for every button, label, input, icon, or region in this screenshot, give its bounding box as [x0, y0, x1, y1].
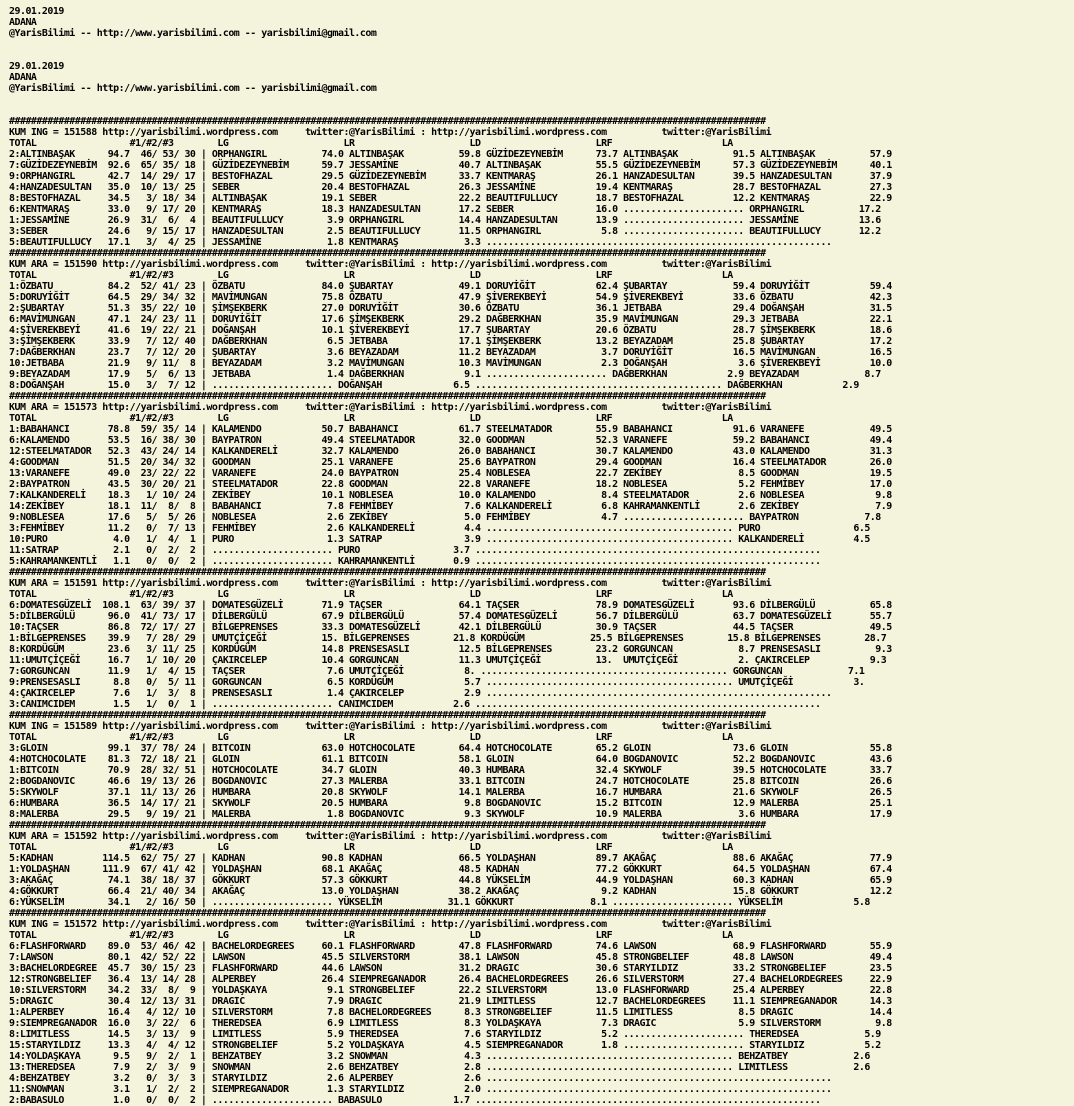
blank-line — [9, 94, 892, 105]
separator-line: ########################################################################################################################################## — [9, 908, 766, 919]
separator-line: ########################################################################################################################################## — [9, 391, 766, 402]
horse-row: 11:SNOWMAN 3.1 1/ 2/ 2 | SIEMPREGANADOR 1.3 STARYILDIZ 2.0 ............................................................... — [9, 1084, 832, 1095]
race-header-line: KUM ARA = 151573 http://yarisbilimi.wordpress.com twitter:@YarisBilimi : http://yarisbilimi.wordpress.com twitter:@YarisBilimi — [9, 402, 772, 413]
horse-row: 4:ÇAKIRCELEP 7.6 1/ 3/ 8 | PRENSESASLI 1.4 ÇAKIRCELEP 2.9 ............................................................... — [9, 688, 832, 699]
horse-row: 9:NOBLESEA 17.6 5/ 5/ 26 | NOBLESEA 2.6 ZEKİBEY 5.0 FEHMİBEY 4.7 ...................... BAYPATRON 7.8 — [9, 512, 881, 523]
horse-row: 1:ÖZBATU 84.2 52/ 41/ 23 | ÖZBATU 84.0 ŞUBARTAY 49.1 DORUYİĞİT 62.4 ŞUBARTAY 59.4 DORUYİĞİT 59.4 — [9, 281, 892, 292]
horse-row: 3:ŞİMŞEKBERK 33.9 7/ 12/ 40 | DAĞBERKHAN 6.5 JETBABA 17.1 ŞİMŞEKBERK 13.2 BEYAZADAM 25.8 ŞUBARTAY 17.2 — [9, 336, 892, 347]
horse-row: 4:HANZADESULTAN 35.0 10/ 13/ 25 | SEBER 20.4 BESTOFHAZAL 26.3 JESSAMİNE 19.4 KENTMARAŞ 28.7 BESTOFHAZAL 27.3 — [9, 182, 892, 193]
horse-row: 4:GÖKKURT 66.4 21/ 40/ 34 | AKAĞAÇ 13.0 YOLDAŞHAN 38.2 AKAĞAÇ 9.2 KADHAN 15.8 GÖKKURT 12.2 — [9, 886, 892, 897]
horse-row: 8:KORDÜGÜM 23.6 3/ 11/ 25 | KORDÜGÜM 14.8 PRENSESASLI 12.5 BİLGEPRENSES 23.2 GORGUNCAN 8.7 PRENSESASLI 9.3 — [9, 644, 892, 655]
horse-row: 9:PRENSESASLI 8.8 0/ 5/ 11 | GORGUNCAN 6.5 KORDÜGÜM 5.7 ............................................. UMUTÇİÇEĞİ 3. — [9, 677, 865, 688]
horse-row: 2:BOGDANOVIC 46.6 19/ 13/ 26 | BOGDANOVIC 27.3 MALERBA 33.1 BITCOIN 24.7 HOTCHOCOLATE 25.8 BITCOIN 26.6 — [9, 776, 892, 787]
horse-row: 12:STEELMATADOR 52.3 43/ 24/ 14 | KALKANDERELİ 32.7 KALAMENDO 26.0 BABAHANCI 30.7 KALAMENDO 43.0 KALAMENDO 31.3 — [9, 446, 892, 457]
horse-row: 1:BABAHANCI 78.8 59/ 35/ 14 | KALAMENDO 50.7 BABAHANCI 61.7 STEELMATADOR 55.9 BABAHANCI 91.6 VARANEFE 49.5 — [9, 424, 892, 435]
horse-row: 10:JETBABA 21.9 9/ 11/ 8 | BEYAZADAM 3.2 MAVİMUNGAN 10.3 MAVİMUNGAN 2.3 DOĞANŞAH 3.6 ŞİVEREKBEYİ 10.0 — [9, 358, 892, 369]
text-line: 29.01.2019 — [9, 61, 64, 72]
horse-row: 1:ALPERBEY 16.4 4/ 12/ 10 | SILVERSTORM 7.8 BACHELORDEGREES 8.3 STRONGBELIEF 11.5 LIMITLESS 8.5 DRAGIC 14.4 — [9, 1007, 892, 1018]
horse-row: 3:AKAĞAÇ 74.1 38/ 18/ 37 | GÖKKURT 57.3 GÖKKURT 44.8 YÜKSELİM 44.9 YOLDAŞHAN 60.3 KADHAN 65.9 — [9, 875, 892, 886]
horse-row: 10:PURO 4.0 1/ 4/ 1 | PURO 1.3 SATRAP 3.9 ............................................. KALKANDERELİ 4.5 — [9, 534, 870, 545]
horse-row: 6:HUMBARA 36.5 14/ 17/ 21 | SKYWOLF 20.5 HUMBARA 9.8 BOGDANOVIC 15.2 BITCOIN 12.9 MALERBA 25.1 — [9, 798, 892, 809]
horse-row: 8:BESTOFHAZAL 34.5 3/ 18/ 34 | ALTINBAŞAK 19.1 SEBER 22.2 BEAUTIFULLUCY 18.7 BESTOFHAZAL 12.2 KENTMARAŞ 22.9 — [9, 193, 892, 204]
horse-row: 2:BAYPATRON 43.5 30/ 20/ 21 | STEELMATADOR 22.8 GOODMAN 22.8 VARANEFE 18.2 NOBLESEA 5.2 FEHMİBEY 17.0 — [9, 479, 892, 490]
horse-row: 8:DOĞANŞAH 15.0 3/ 7/ 12 | ...................... DOĞANŞAH 6.5 ............................................. DAĞBERKHAN 2.9 — [9, 380, 859, 391]
horse-row: 14:ZEKİBEY 18.1 11/ 8/ 8 | BABAHANCI 7.8 FEHMİBEY 7.6 KALKANDERELİ 6.8 KAHRAMANKENTLİ 2.6 ZEKİBEY 7.9 — [9, 501, 892, 512]
horse-row: 7:LAWSON 80.1 42/ 52/ 22 | LAWSON 45.5 SILVERSTORM 38.1 LAWSON 45.8 STRONGBELIEF 48.8 LAWSON 49.4 — [9, 952, 892, 963]
horse-row: 5:KADHAN 114.5 62/ 75/ 27 | KADHAN 90.8 KADHAN 66.5 YOLDAŞHAN 89.7 AKAĞAÇ 88.6 AKAĞAÇ 77.9 — [9, 853, 892, 864]
race-header-line: KUM ARA = 151590 http://yarisbilimi.wordpress.com twitter:@YarisBilimi : http://yarisbilimi.wordpress.com twitter:@YarisBilimi — [9, 259, 772, 270]
race-header-line: KUM ARA = 151592 http://yarisbilimi.wordpress.com twitter:@YarisBilimi : http://yarisbilimi.wordpress.com twitter:@YarisBilimi — [9, 831, 772, 842]
horse-row: 13:VARANEFE 49.0 23/ 22/ 22 | VARANEFE 24.0 BAYPATRON 25.4 NOBLESEA 22.7 ZEKİBEY 8.5 GOODMAN 19.5 — [9, 468, 892, 479]
horse-row: 9:SIEMPREGANADOR 16.0 3/ 22/ 6 | THEREDSEA 6.9 LIMITLESS 8.3 YOLDAŞKAYA 7.3 DRAGIC 5.9 SILVERSTORM 9.8 — [9, 1018, 892, 1029]
column-header-line: TOTAL #1/#2/#3 LG LR LD LRF LA — [9, 589, 733, 600]
horse-row: 10:SILVERSTORM 34.2 33/ 8/ 9 | YOLDAŞKAYA 9.1 STRONGBELIEF 22.2 SILVERSTORM 13.0 FLASHFORWARD 25.4 ALPERBEY 22.8 — [9, 985, 892, 996]
horse-row: 6:KENTMARAŞ 33.0 9/ 17/ 20 | KENTMARAŞ 18.3 HANZADESULTAN 17.2 SEBER 16.0 ...................... ORPHANGIRL 17.2 — [9, 204, 881, 215]
horse-row: 5:KAHRAMANKENTLİ 1.1 0/ 0/ 2 | ...................... KAHRAMANKENTLİ 0.9 ............................................................... — [9, 556, 821, 567]
horse-row: 7:GÜZİDEZEYNEBİM 92.6 65/ 35/ 18 | GÜZİDEZEYNEBİM 59.7 JESSAMİNE 40.7 ALTINBAŞAK 55.5 GÜZİDEZEYNEBİM 57.3 GÜZİDEZEYNEBİM 40.1 — [9, 160, 892, 171]
separator-line: ########################################################################################################################################## — [9, 710, 766, 721]
column-header-line: TOTAL #1/#2/#3 LG LR LD LRF LA — [9, 138, 733, 149]
horse-row: 14:YOLDAŞKAYA 9.5 9/ 2/ 1 | BEHZATBEY 3.2 SNOWMAN 4.3 ............................................. BEHZATBEY 2.6 — [9, 1051, 870, 1062]
horse-row: 3:CANIMCIDEM 1.5 1/ 0/ 1 | ...................... CANIMCIDEM 2.6 ............................................................... — [9, 699, 821, 710]
race-header-line: KUM ING = 151572 http://yarisbilimi.wordpress.com twitter:@YarisBilimi : http://yarisbilimi.wordpress.com twitter:@YarisBilimi — [9, 919, 772, 930]
horse-row: 3:SEBER 24.6 9/ 15/ 17 | HANZADESULTAN 2.5 BEAUTIFULLUCY 11.5 ORPHANGIRL 5.8 ...................... BEAUTIFULLUCY 12.2 — [9, 226, 881, 237]
horse-row: 9:ORPHANGIRL 42.7 14/ 29/ 17 | BESTOFHAZAL 29.5 GÜZİDEZEYNEBİM 33.7 KENTMARAŞ 26.1 HANZADESULTAN 39.5 HANZADESULTAN 37.9 — [9, 171, 892, 182]
column-header-line: TOTAL #1/#2/#3 LG LR LD LRF LA — [9, 732, 733, 743]
horse-row: 6:YÜKSELİM 34.1 2/ 16/ 50 | ...................... YÜKSELİM 31.1 GÖKKURT 8.1 ...................... YÜKSELİM 5.8 — [9, 897, 870, 908]
horse-row: 5:DRAGIC 30.4 12/ 13/ 31 | DRAGIC 7.9 DRAGIC 21.9 LIMITLESS 12.7 BACHELORDEGREES 11.1 SIEMPREGANADOR 14.3 — [9, 996, 892, 1007]
horse-row: 15:STARYILDIZ 13.3 4/ 4/ 12 | STRONGBELIEF 5.2 YOLDAŞKAYA 4.5 SIEMPREGANADOR 1.8 ...................... STARYILDIZ 5.2 — [9, 1040, 881, 1051]
horse-row: 8:MALERBA 29.5 9/ 19/ 21 | MALERBA 1.8 BOGDANOVIC 9.3 SKYWOLF 10.9 MALERBA 3.6 HUMBARA 17.9 — [9, 809, 892, 820]
horse-row: 9:BEYAZADAM 17.9 5/ 6/ 13 | JETBABA 1.4 DAĞBERKHAN 9.1 ...................... DAĞBERKHAN 2.9 BEYAZADAM 8.7 — [9, 369, 881, 380]
horse-row: 5:DORUYİĞİT 64.5 29/ 34/ 32 | MAVİMUNGAN 75.8 ÖZBATU 47.9 ŞİVEREKBEYİ 54.9 ŞİVEREKBEYİ 33.6 ÖZBATU 42.3 — [9, 292, 892, 303]
column-header-line: TOTAL #1/#2/#3 LG LR LD LRF LA — [9, 842, 733, 853]
text-line: ADANA — [9, 72, 37, 83]
horse-row: 3:FEHMİBEY 11.2 0/ 7/ 13 | FEHMİBEY 2.6 KALKANDERELİ 4.4 ............................................. PURO 6.5 — [9, 523, 870, 534]
horse-row: 13:THEREDSEA 7.9 2/ 3/ 9 | SNOWMAN 2.6 BEHZATBEY 2.8 ............................................. LIMITLESS 2.6 — [9, 1062, 870, 1073]
horse-row: 4:ŞİVEREKBEYİ 41.6 19/ 22/ 21 | DOĞANŞAH 10.1 ŞİVEREKBEYİ 17.7 ŞUBARTAY 20.6 ÖZBATU 28.7 ŞİMŞEKBERK 18.6 — [9, 325, 892, 336]
text-line: @YarisBilimi -- http://www.yarisbilimi.com -- yarisbilimi@gmail.com — [9, 83, 377, 94]
horse-row: 2:BABASULO 1.0 0/ 0/ 2 | ...................... BABASULO 1.7 ............................................................... — [9, 1095, 821, 1106]
horse-row: 2:ALTINBAŞAK 94.7 46/ 53/ 30 | ORPHANGIRL 74.0 ALTINBAŞAK 59.8 GÜZİDEZEYNEBİM 73.7 ALTINBAŞAK 91.5 ALTINBAŞAK 57.9 — [9, 149, 892, 160]
horse-row: 1:BİLGEPRENSES 39.9 7/ 28/ 29 | UMUTÇİÇEĞİ 15. BİLGEPRENSES 21.8 KORDÜGÜM 25.5 BİLGEPRENSES 15.8 BİLGEPRENSES 28.7 — [9, 633, 887, 644]
separator-line: ########################################################################################################################################## — [9, 116, 766, 127]
text-line: 29.01.2019 — [9, 6, 64, 17]
horse-row: 10:TAÇSER 86.8 72/ 17/ 27 | BİLGEPRENSES 33.3 DOMATESGÜZELİ 42.1 DİLBERGÜLÜ 30.9 TAÇSER 44.5 TAÇSER 49.5 — [9, 622, 892, 633]
column-header-line: TOTAL #1/#2/#3 LG LR LD LRF LA — [9, 413, 733, 424]
horse-row: 5:DİLBERGÜLÜ 96.0 41/ 73/ 17 | DİLBERGÜLÜ 67.9 DİLBERGÜLÜ 57.4 DOMATESGÜZELİ 56.7 DİLBERGÜLÜ 63.7 DOMATESGÜZELİ 55.7 — [9, 611, 892, 622]
horse-row: 7:DAĞBERKHAN 23.7 7/ 12/ 20 | ŞUBARTAY 3.6 BEYAZADAM 11.2 BEYAZADAM 3.7 DORUYİĞİT 16.5 MAVİMUNGAN 16.5 — [9, 347, 892, 358]
race-header-line: KUM ARA = 151591 http://yarisbilimi.wordpress.com twitter:@YarisBilimi : http://yarisbilimi.wordpress.com twitter:@YarisBilimi — [9, 578, 772, 589]
horse-row: 2:ŞUBARTAY 51.3 35/ 22/ 10 | ŞİMŞEKBERK 27.0 DORUYİĞİT 30.6 ÖZBATU 36.1 JETBABA 29.4 DOĞANŞAH 31.5 — [9, 303, 892, 314]
text-line: @YarisBilimi -- http://www.yarisbilimi.com -- yarisbilimi@gmail.com — [9, 28, 377, 39]
text-line: ADANA — [9, 17, 37, 28]
horse-row: 6:KALAMENDO 53.5 16/ 38/ 30 | BAYPATRON 49.4 STEELMATADOR 32.0 GOODMAN 52.3 VARANEFE 59.2 BABAHANCI 49.4 — [9, 435, 892, 446]
horse-row: 3:GLOIN 99.1 37/ 78/ 24 | BITCOIN 63.0 HOTCHOCOLATE 64.4 HOTCHOCOLATE 65.2 GLOIN 73.6 GLOIN 55.8 — [9, 743, 892, 754]
horse-row: 8:LIMITLESS 14.5 3/ 13/ 9 | LIMITLESS 5.9 THEREDSEA 7.6 STARYILDIZ 5.2 ...................... THEREDSEA 5.9 — [9, 1029, 881, 1040]
race-header-line: KUM ING = 151589 http://yarisbilimi.wordpress.com twitter:@YarisBilimi : http://yarisbilimi.wordpress.com twitter:@YarisBilimi — [9, 721, 772, 732]
separator-line: ########################################################################################################################################## — [9, 820, 766, 831]
race-header-line: KUM ING = 151588 http://yarisbilimi.wordpress.com twitter:@YarisBilimi : http://yarisbilimi.wordpress.com twitter:@YarisBilimi — [9, 127, 772, 138]
horse-row: 3:BACHELORDEGREE 45.7 30/ 15/ 23 | FLASHFORWARD 44.6 LAWSON 31.2 DRAGIC 30.6 STARYILDIZ 33.2 STRONGBELIEF 23.5 — [9, 963, 892, 974]
horse-row: 11:UMUTÇİÇEĞİ 16.7 1/ 10/ 20 | ÇAKIRCELEP 10.4 GORGUNCAN 11.3 UMUTÇİÇEĞİ 13. UMUTÇİÇEĞİ 2. ÇAKIRCELEP 9.3 — [9, 655, 887, 666]
horse-row: 6:DOMATESGÜZELİ 108.1 63/ 39/ 37 | DOMATESGÜZELİ 71.9 TAÇSER 64.1 TAÇSER 78.9 DOMATESGÜZELİ 93.6 DİLBERGÜLÜ 65.8 — [9, 600, 892, 611]
horse-row: 11:SATRAP 2.1 0/ 2/ 2 | ...................... PURO 3.7 ............................................................... — [9, 545, 821, 556]
blank-line — [9, 39, 892, 50]
horse-row: 5:BEAUTIFULLUCY 17.1 3/ 4/ 25 | JESSAMİNE 1.8 KENTMARAŞ 3.3 ............................................................... — [9, 237, 832, 248]
separator-line: ########################################################################################################################################## — [9, 248, 766, 259]
horse-row: 4:BEHZATBEY 3.2 0/ 3/ 3 | STARYILDIZ 2.6 ALPERBEY 2.6 ............................................................... — [9, 1073, 832, 1084]
horse-row: 6:FLASHFORWARD 89.0 53/ 46/ 42 | BACHELORDEGREES 60.1 FLASHFORWARD 47.8 FLASHFORWARD 74.6 LAWSON 68.9 FLASHFORWARD 55.9 — [9, 941, 892, 952]
horse-row: 5:SKYWOLF 37.1 11/ 13/ 26 | HUMBARA 20.8 SKYWOLF 14.1 MALERBA 16.7 HUMBARA 21.6 SKYWOLF 26.5 — [9, 787, 892, 798]
blank-line — [9, 105, 892, 116]
horse-row: 7:KALKANDERELİ 18.3 1/ 10/ 24 | ZEKİBEY 10.1 NOBLESEA 10.0 KALAMENDO 8.4 STEELMATADOR 2.6 NOBLESEA 9.8 — [9, 490, 892, 501]
column-header-line: TOTAL #1/#2/#3 LG LR LD LRF LA — [9, 270, 733, 281]
horse-row: 4:GOODMAN 51.5 20/ 34/ 32 | GOODMAN 25.1 VARANEFE 25.6 BAYPATRON 29.4 GOODMAN 16.4 STEELMATADOR 26.0 — [9, 457, 892, 468]
blank-line — [9, 50, 892, 61]
horse-row: 1:JESSAMİNE 26.9 31/ 6/ 4 | BEAUTIFULLUCY 3.9 ORPHANGIRL 14.4 HANZADESULTAN 13.9 ...................... JESSAMİNE 13.6 — [9, 215, 881, 226]
horse-row: 6:MAVİMUNGAN 47.1 24/ 23/ 11 | DORUYİĞİT 17.6 ŞİMŞEKBERK 29.2 DAĞBERKHAN 35.9 MAVİMUNGAN 29.3 JETBABA 22.1 — [9, 314, 892, 325]
horse-row: 1:YOLDAŞHAN 111.9 67/ 41/ 42 | YOLDAŞHAN 68.1 AKAĞAÇ 48.5 KADHAN 77.2 GÖKKURT 64.5 YOLDAŞHAN 67.4 — [9, 864, 892, 875]
horse-row: 7:GORGUNCAN 11.9 1/ 4/ 15 | TAÇSER 7.6 UMUTÇİÇEĞİ 8. ............................................. GORGUNCAN 7.1 — [9, 666, 865, 677]
race-results-document — [9, 6, 892, 1106]
horse-row: 12:STRONGBELIEF 36.4 13/ 14/ 28 | ALPERBEY 26.4 SIEMPREGANADOR 26.4 BACHELORDEGREES 26.6 SILVERSTORM 27.4 BACHELORDEGREES 22.9 — [9, 974, 892, 985]
horse-row: 1:BITCOIN 70.9 28/ 32/ 51 | HOTCHOCOLATE 34.7 GLOIN 40.3 HUMBARA 32.4 SKYWOLF 39.5 HOTCHOCOLATE 33.7 — [9, 765, 892, 776]
separator-line: ########################################################################################################################################## — [9, 567, 766, 578]
column-header-line: TOTAL #1/#2/#3 LG LR LD LRF LA — [9, 930, 733, 941]
horse-row: 4:HOTCHOCOLATE 81.3 72/ 18/ 21 | GLOIN 61.1 BITCOIN 58.1 GLOIN 64.0 BOGDANOVIC 52.2 BOGDANOVIC 43.6 — [9, 754, 892, 765]
